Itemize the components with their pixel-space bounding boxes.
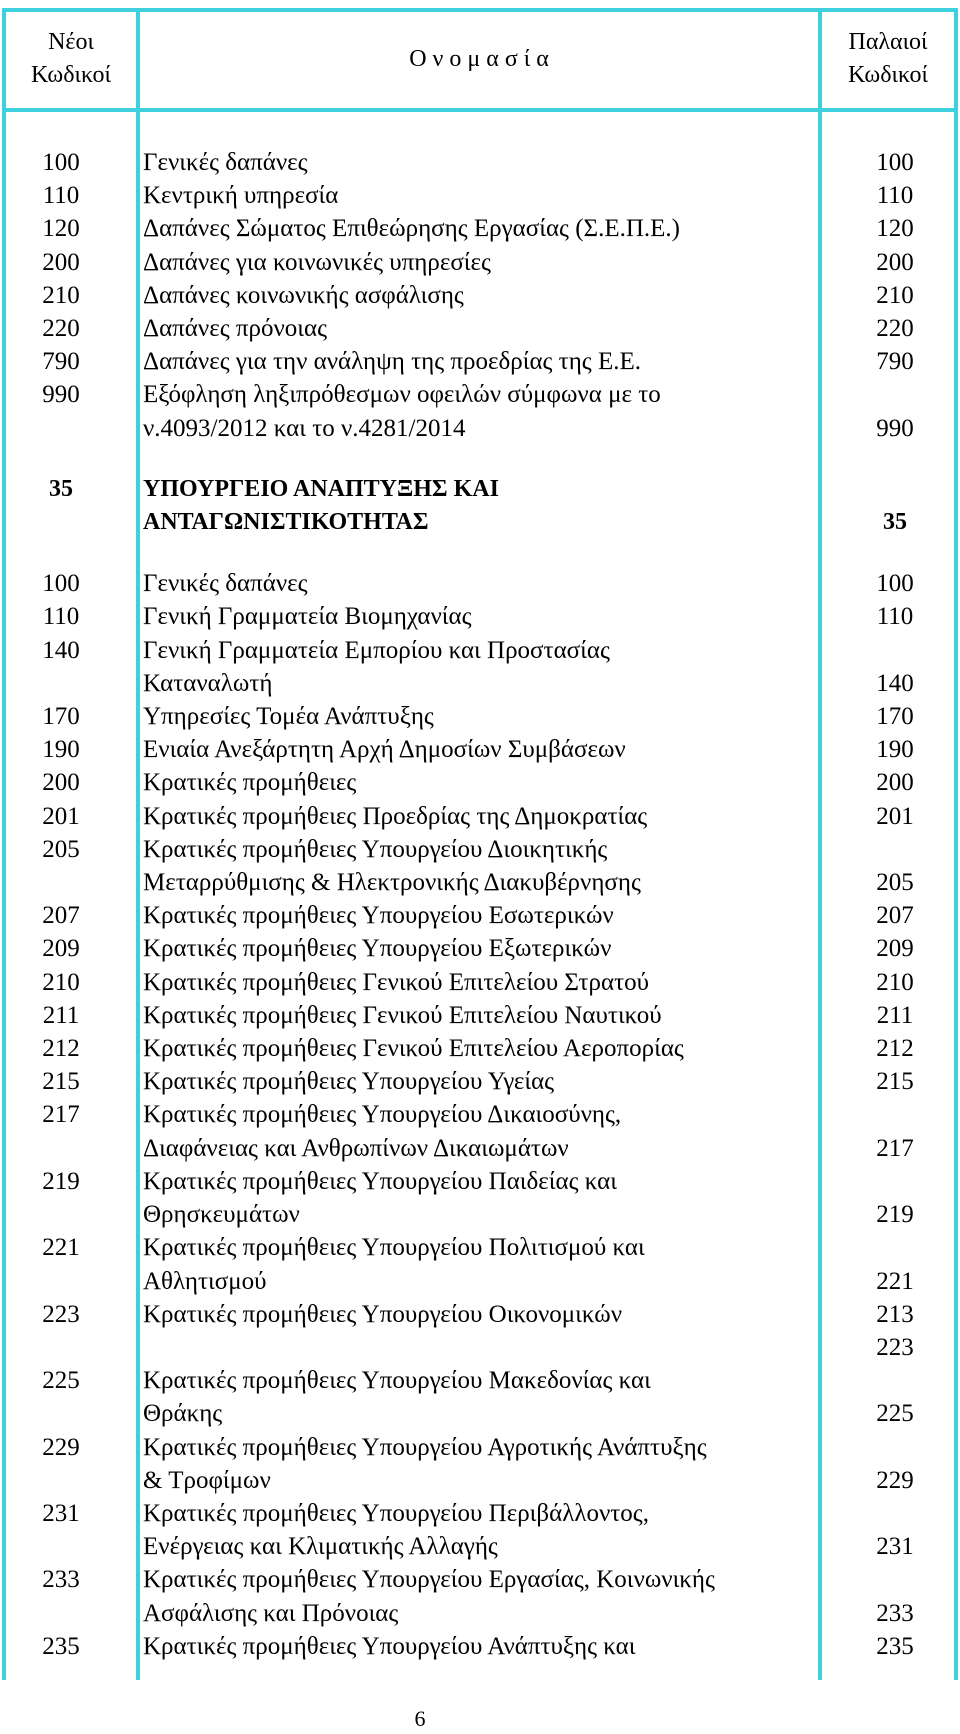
item-name-line: Ασφάλισης και Πρόνοιας (143, 1599, 399, 1627)
item-name-line: Κρατικές προμήθειες Γενικού Επιτελείου Ναυτικού (143, 1001, 662, 1029)
item-name (143, 1497, 811, 1563)
old-code: 200 (876, 248, 914, 276)
item-name-line: Κρατικές προμήθειες Γενικού Επιτελείου Στρατού (143, 968, 650, 996)
old-code: 100 (876, 570, 914, 598)
old-code: 235 (876, 1632, 914, 1660)
item-name (143, 899, 811, 932)
item-name-line: Κρατικές προμήθειες Υπουργείου Εξωτερικών (143, 935, 612, 963)
new-code: 120 (42, 215, 80, 243)
table-row (0, 1431, 960, 1497)
item-name (143, 634, 811, 700)
table-row (0, 600, 960, 633)
table-row (0, 1231, 960, 1297)
old-code: 211 (876, 1001, 914, 1029)
new-code: 205 (42, 835, 80, 863)
new-code: 190 (42, 736, 80, 764)
new-code: 100 (42, 149, 80, 176)
item-name-line: Αθλητισμού (143, 1267, 267, 1295)
section-name-line: ΑΝΤΑΓΩΝΙΣΤΙΚΟΤΗΤΑΣ (143, 509, 429, 536)
new-code: 235 (42, 1632, 80, 1660)
table-row (0, 1364, 960, 1430)
section-new-code: 35 (49, 475, 73, 502)
old-code: 170 (876, 703, 914, 731)
item-name (143, 312, 811, 345)
item-name-line: Κρατικές προμήθειες Γενικού Επιτελείου Αεροπορίας (143, 1035, 684, 1063)
new-code: 210 (42, 281, 80, 309)
item-name-line: Εξόφληση ληξιπρόθεσμων οφειλών σύμφωνα με το (143, 381, 661, 409)
table-row (0, 312, 960, 345)
section-heading-row (0, 473, 960, 539)
old-code: 229 (876, 1466, 914, 1494)
table-row (0, 833, 960, 899)
new-code: 217 (42, 1101, 80, 1129)
item-name (143, 1065, 811, 1098)
old-code: 219 (876, 1201, 914, 1229)
table-row (0, 700, 960, 733)
item-name (143, 1298, 811, 1364)
table-row (0, 146, 960, 179)
table-body (0, 146, 960, 1663)
old-code: 100 (876, 149, 914, 176)
table-row (0, 378, 960, 444)
header-new-codes-line2: Κωδικοί (30, 62, 112, 88)
old-code: 207 (876, 902, 914, 930)
old-code: 205 (876, 869, 914, 897)
item-name (143, 766, 811, 799)
table-row (0, 1065, 960, 1098)
item-name-line: Κρατικές προμήθειες Υπουργείου Δικαιοσύνης, (143, 1101, 622, 1129)
table-row (0, 966, 960, 999)
table-row (0, 733, 960, 766)
item-name-line: Κρατικές προμήθειες Υπουργείου Εργασίας, Κοινωνικής (143, 1566, 715, 1594)
item-name-line: Δαπάνες Σώματος Επιθεώρησης Εργασίας (Σ.Ε.Π.Ε.) (143, 215, 680, 243)
item-name-line: Υπηρεσίες Τομέα Ανάπτυξης (143, 703, 434, 731)
item-name (143, 700, 811, 733)
old-code: 990 (876, 414, 914, 442)
item-name (143, 378, 811, 444)
new-code: 201 (42, 802, 80, 830)
old-code: 209 (876, 935, 914, 963)
item-name-line: ν.4093/2012 και το ν.4281/2014 (143, 414, 466, 442)
item-name (143, 1032, 811, 1065)
new-code: 170 (42, 703, 80, 731)
section-old-code: 35 (883, 509, 907, 536)
item-name-line: Δαπάνες για κοινωνικές υπηρεσίες (143, 248, 491, 276)
old-code: 790 (876, 348, 914, 376)
item-name-line: Ενέργειας και Κλιματικής Αλλαγής (143, 1533, 498, 1561)
table-row (0, 1497, 960, 1563)
header-new-codes (6, 26, 136, 92)
new-code: 229 (42, 1433, 80, 1461)
new-code: 221 (42, 1234, 80, 1262)
item-name (143, 932, 811, 965)
item-name-line: Κρατικές προμήθειες Υπουργείου Εσωτερικών (143, 902, 614, 930)
table-row (0, 899, 960, 932)
item-name-line: Κρατικές προμήθειες Υπουργείου Διοικητικής (143, 835, 608, 863)
table-row (0, 1032, 960, 1065)
section-name-line: ΥΠΟΥΡΓΕΙΟ ΑΝΑΠΤΥΞΗΣ ΚΑΙ (143, 475, 499, 502)
item-name-line: Δαπάνες κοινωνικής ασφάλισης (143, 281, 464, 309)
item-name (143, 1231, 811, 1297)
old-code: 233 (876, 1599, 914, 1627)
new-code: 231 (42, 1499, 80, 1527)
table-row (0, 1563, 960, 1629)
new-code: 100 (42, 570, 80, 598)
new-code: 110 (42, 182, 80, 210)
table-row (0, 1098, 960, 1164)
old-code: 220 (876, 315, 914, 343)
item-name-line: Κρατικές προμήθειες Υπουργείου Υγείας (143, 1068, 555, 1096)
item-name (143, 345, 811, 378)
old-code: 200 (876, 769, 914, 797)
page-number: 6 (414, 1706, 426, 1731)
item-name (143, 1364, 811, 1430)
item-name-line: Κρατικές προμήθειες Υπουργείου Παιδείας και (143, 1167, 617, 1195)
table-row (0, 634, 960, 700)
old-code: 225 (876, 1400, 914, 1428)
new-code: 210 (42, 968, 80, 996)
item-name (143, 212, 811, 245)
item-name (143, 1098, 811, 1164)
group-spacer (0, 539, 960, 567)
item-name-line: Κρατικές προμήθειες Υπουργείου Αγροτικής Ανάπτυξης (143, 1433, 707, 1461)
table-border-top (2, 8, 956, 12)
old-code-line: 213 (876, 1300, 914, 1328)
old-code: 190 (876, 736, 914, 764)
old-code: 217 (876, 1134, 914, 1162)
item-name-line: Κρατικές προμήθειες Υπουργείου Πολιτισμού και (143, 1234, 645, 1262)
old-code: 110 (876, 603, 914, 631)
item-name-line: Γενικές δαπάνες (143, 149, 308, 176)
header-new-codes-line1: Νέοι (48, 29, 94, 55)
new-code: 215 (42, 1068, 80, 1096)
item-name (143, 179, 811, 212)
item-name-line: Διαφάνειας και Ανθρωπίνων Δικαιωμάτων (143, 1134, 569, 1162)
new-code: 207 (42, 902, 80, 930)
item-name (143, 1431, 811, 1497)
item-name-line: Δαπάνες πρόνοιας (143, 315, 327, 343)
old-code: 140 (876, 669, 914, 697)
item-name (143, 567, 811, 600)
header-old-codes-line2: Κωδικοί (847, 62, 929, 88)
item-name (143, 800, 811, 833)
item-name (143, 146, 811, 179)
item-name (143, 999, 811, 1032)
item-name-line: Κρατικές προμήθειες Υπουργείου Περιβάλλοντος, (143, 1499, 649, 1527)
table-row (0, 999, 960, 1032)
new-code: 200 (42, 769, 80, 797)
new-code: 990 (42, 381, 80, 409)
table-row (0, 179, 960, 212)
new-code: 211 (42, 1001, 80, 1029)
new-code: 225 (42, 1367, 80, 1395)
item-name-line: Γενικές δαπάνες (143, 570, 308, 598)
item-name (143, 966, 811, 999)
table-row (0, 1630, 960, 1663)
old-code: 221 (876, 1267, 914, 1295)
old-code-line: 223 (876, 1333, 914, 1361)
table-row (0, 212, 960, 245)
table-row (0, 1298, 960, 1364)
new-code: 233 (42, 1566, 80, 1594)
item-name (143, 1563, 811, 1629)
item-name-line: Γενική Γραμματεία Βιομηχανίας (143, 603, 472, 631)
table-row (0, 279, 960, 312)
new-code: 209 (42, 935, 80, 963)
old-code: 231 (876, 1533, 914, 1561)
group-spacer (0, 445, 960, 473)
header-old-codes (822, 26, 954, 92)
item-name-line: Δαπάνες για την ανάληψη της προεδρίας της Ε.Ε. (143, 348, 641, 376)
item-name-line: Κρατικές προμήθειες Προεδρίας της Δημοκρατίας (143, 802, 648, 830)
new-code: 790 (42, 348, 80, 376)
item-name-line: Κεντρική υπηρεσία (143, 182, 339, 210)
new-code: 223 (42, 1300, 80, 1328)
new-code: 219 (42, 1167, 80, 1195)
old-code: 201 (876, 802, 914, 830)
table-row (0, 567, 960, 600)
item-name-line: Ενιαία Ανεξάρτητη Αρχή Δημοσίων Συμβάσεων (143, 736, 626, 764)
section-name (143, 473, 811, 539)
old-code: 215 (876, 1068, 914, 1096)
table-row (0, 800, 960, 833)
item-name-line: Θρησκευμάτων (143, 1201, 300, 1229)
item-name (143, 600, 811, 633)
old-code: 212 (876, 1035, 914, 1063)
item-name-line: Καταναλωτή (143, 669, 273, 697)
item-name-line: Κρατικές προμήθειες (143, 769, 357, 797)
item-name-line: Κρατικές προμήθειες Υπουργείου Ανάπτυξης και (143, 1632, 636, 1660)
old-code (830, 1298, 960, 1364)
header-old-codes-line1: Παλαιοί (848, 29, 928, 55)
new-code: 140 (42, 636, 80, 664)
item-name-line: & Τροφίμων (143, 1466, 271, 1494)
item-name-line: Κρατικές προμήθειες Υπουργείου Μακεδονίας και (143, 1367, 651, 1395)
item-name (143, 246, 811, 279)
old-code: 120 (876, 215, 914, 243)
old-code: 210 (876, 968, 914, 996)
old-code: 210 (876, 281, 914, 309)
item-name (143, 833, 811, 899)
table-row (0, 932, 960, 965)
table-row (0, 345, 960, 378)
item-name-spacer (143, 1331, 811, 1364)
table-row (0, 1165, 960, 1231)
item-name (143, 1165, 811, 1231)
table-row (0, 766, 960, 799)
table-row (0, 246, 960, 279)
item-name-line: Θράκης (143, 1400, 223, 1428)
table-header-divider (2, 108, 956, 112)
new-code: 110 (42, 603, 80, 631)
new-code: 220 (42, 315, 80, 343)
new-code: 200 (42, 248, 80, 276)
new-code: 212 (42, 1035, 80, 1063)
header-name: Ο ν ο μ α σ ί α (409, 46, 549, 72)
item-name (143, 279, 811, 312)
item-name (143, 733, 811, 766)
old-code: 110 (876, 182, 914, 210)
item-name (143, 1630, 811, 1663)
item-name-line: Κρατικές προμήθειες Υπουργείου Οικονομικών (143, 1300, 623, 1328)
item-name-line: Μεταρρύθμισης & Ηλεκτρονικής Διακυβέρνησης (143, 869, 641, 897)
item-name-line: Γενική Γραμματεία Εμπορίου και Προστασίας (143, 636, 610, 664)
